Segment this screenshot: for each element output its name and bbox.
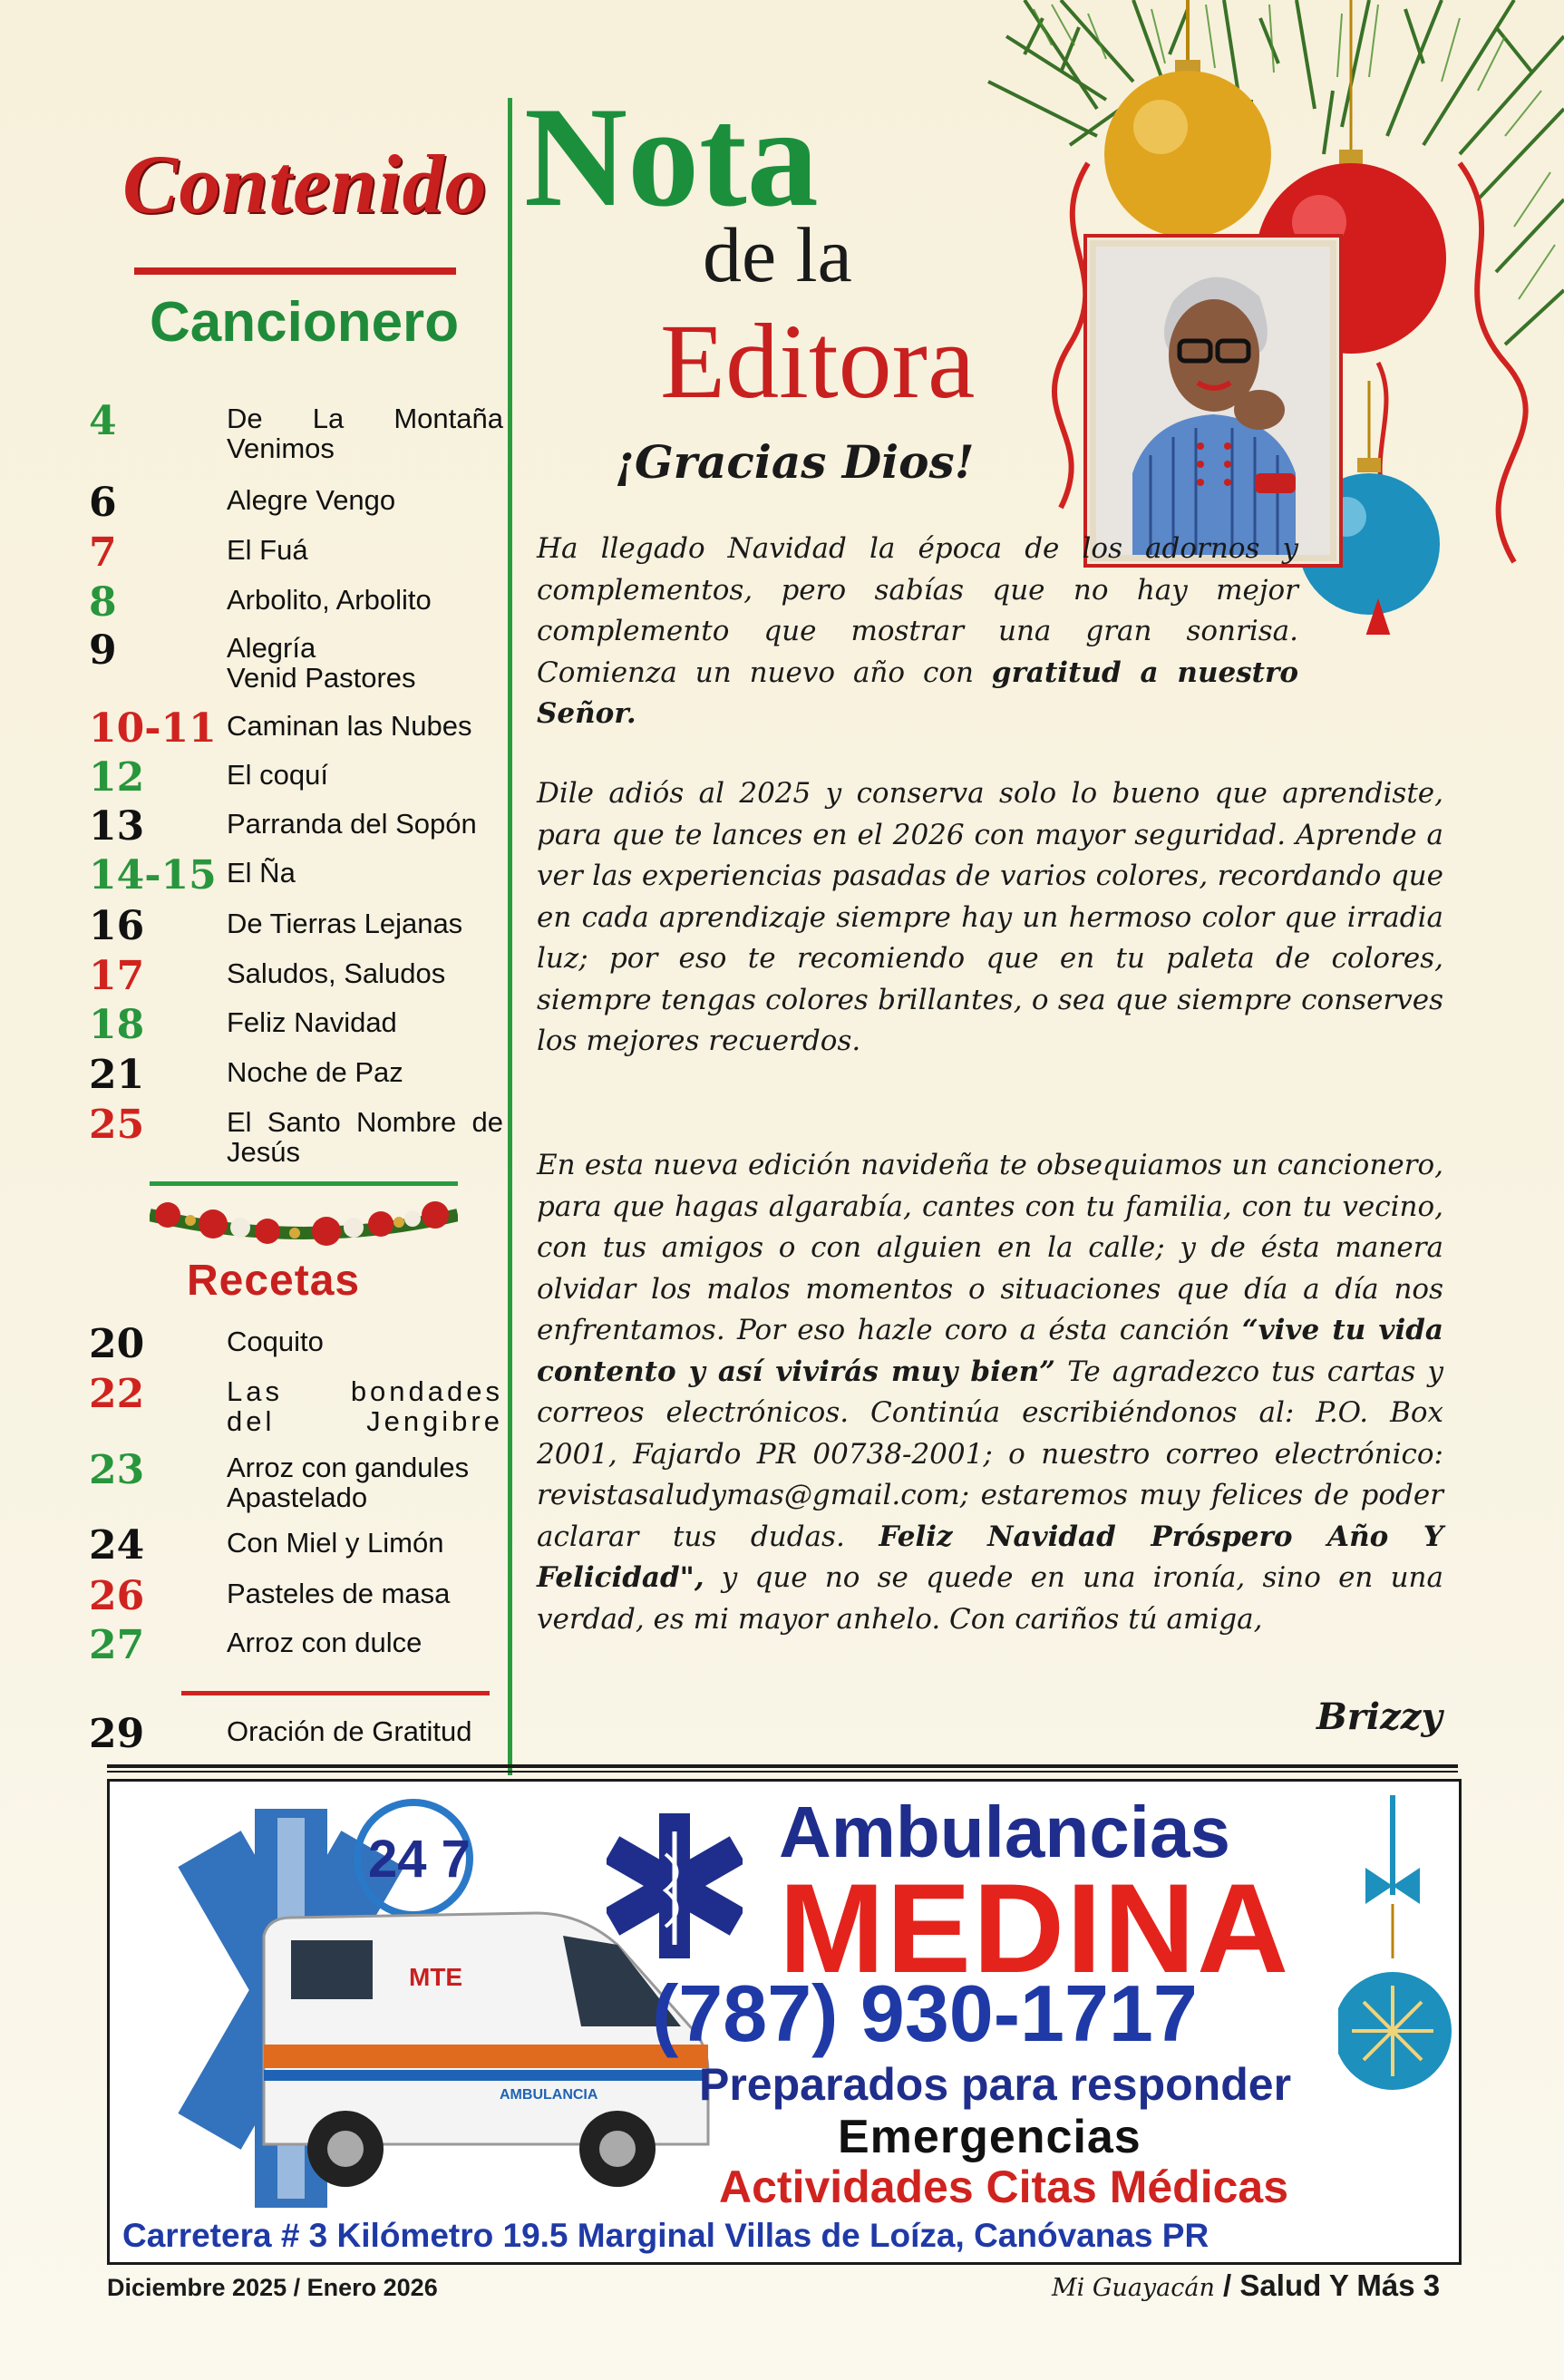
recetas-heading: Recetas — [187, 1257, 361, 1305]
song-title: Saludos, Saludos — [227, 957, 446, 989]
page-number: 7 — [89, 529, 117, 576]
editor-signature: Brizzy — [1316, 1695, 1443, 1738]
paragraph-2-text: Dile adiós al 2025 y conserva solo lo bueno que aprendiste, para que te lances en el 2026 con mayor seguridad. Aprende a ver las experiencias pasadas de varios colores, recordando que en cada aprendizaje siempre hay un hermoso color que irradia luz; por eso te recomiendo que en tu paleta de colores, siempre tengas colores brillantes, o sea que siempre conserves los mejores recuerdos. — [537, 777, 1443, 1057]
song-title: Alegre Vengo — [227, 484, 396, 516]
song-title: El Fuá — [227, 534, 308, 566]
recipe-title: Coquito — [227, 1326, 324, 1357]
item-title: Oración de Gratitud — [227, 1715, 472, 1747]
page-number: 26 — [89, 1573, 145, 1619]
page-number: 4 — [89, 398, 117, 444]
van-brand: MTE — [409, 1963, 463, 1991]
recipe-title: Pasteles de masa — [227, 1578, 451, 1609]
editor-portrait-image — [1096, 247, 1330, 555]
star-of-life-icon — [607, 1809, 743, 1963]
contenido-title: Contenido — [122, 138, 488, 230]
column-divider — [508, 98, 512, 1775]
nota-title-editora: Editora — [660, 302, 976, 421]
page-number: 9 — [89, 627, 117, 674]
badge-24-7: 24 7 — [368, 1830, 471, 1889]
paragraph-3 — [537, 1145, 1443, 1640]
paragraph-3-text-e: y que no se quede en una ironía, sino en una verdad, es mi mayor anhelo. Con cariños tú amiga, — [537, 1561, 1443, 1636]
paragraph-2 — [537, 773, 1443, 1063]
song-title: El coquí — [227, 759, 329, 791]
ad-line-actividades: Actividades Citas Médicas — [719, 2161, 1289, 2212]
song-title-line2: Venid Pastores — [227, 662, 416, 694]
page-number: 14-15 — [89, 852, 217, 899]
song-title: Caminan las Nubes — [227, 710, 472, 742]
page-number: 21 — [89, 1052, 145, 1098]
page-number: 27 — [89, 1622, 145, 1668]
page-number: 29 — [89, 1711, 145, 1757]
footer-magazine-page: Salud Y Más 3 — [1239, 2268, 1441, 2302]
song-title: El Santo Nombre de Jesús — [227, 1106, 503, 1168]
ad-top-rule — [107, 1764, 1458, 1768]
van-side-label: AMBULANCIA — [500, 2087, 598, 2103]
song-title: El Ña — [227, 857, 296, 889]
paragraph-3-text-a: En esta nueva edición navideña te obsequiamos un cancionero, para que hagas algarabía, cantes con tu familia, con tu vecino, con tus amigos o con alguien en la calle; y de ésta manera olvidar los malos momentos o situaciones que día a día nos enfrentamos. Por eso hazle coro a ésta canción — [537, 1149, 1443, 1346]
editor-photo — [1083, 234, 1343, 568]
recipe-title-line2: Apastelado — [227, 1481, 368, 1513]
ambulancias-medina-ad[interactable] — [107, 1779, 1462, 2265]
nota-title-word: Nota — [524, 78, 819, 237]
page-number: 13 — [89, 803, 145, 850]
red-divider — [181, 1691, 490, 1695]
ad-line-ambulancias: Ambulancias — [779, 1792, 1230, 1872]
page-number: 22 — [89, 1371, 145, 1417]
recipe-title: Las bondades del Jengibre — [227, 1375, 503, 1437]
song-title: De Tierras Lejanas — [227, 908, 463, 939]
paragraph-1-emphasis: gratitud a nuestro Señor. — [537, 656, 1298, 730]
song-title: De La Montaña Venimos — [227, 403, 503, 464]
page-number: 20 — [89, 1321, 145, 1367]
page-number: 17 — [89, 953, 145, 999]
footer-brand-script: Mi Guayacán — [1052, 2274, 1215, 2302]
page-number: 25 — [89, 1102, 145, 1148]
footer-issue-date: Diciembre 2025 / Enero 2026 — [107, 2274, 438, 2301]
recipe-title: Arroz con gandules — [227, 1452, 470, 1483]
nota-title-connector: de la — [703, 211, 852, 298]
blue-ornament-icon — [1338, 1795, 1456, 2122]
ad-phone[interactable]: (787) 930-1717 — [652, 1968, 1198, 2058]
recipe-title: Con Miel y Limón — [227, 1527, 444, 1559]
ad-top-rule-thin — [107, 1771, 1458, 1773]
ad-line-emergencias: Emergencias — [838, 2111, 1141, 2163]
ad-address: Carretera # 3 Kilómetro 19.5 Marginal Villas de Loíza, Canóvanas PR — [122, 2217, 1209, 2254]
page-number: 8 — [89, 579, 117, 626]
page-number: 18 — [89, 1002, 145, 1048]
song-title: Feliz Navidad — [227, 1006, 397, 1038]
garland-divider — [150, 1181, 458, 1186]
song-title: Arbolito, Arbolito — [227, 584, 432, 616]
poinsettia-garland-decoration — [150, 1188, 458, 1260]
song-quote: “vive tu vida contento y así vivirás muy bien” — [537, 1314, 1444, 1388]
cancionero-heading: Cancionero — [150, 291, 460, 354]
footer-slash: / — [1214, 2268, 1240, 2302]
song-title: Alegría — [227, 632, 316, 664]
page-number: 23 — [89, 1447, 145, 1493]
page-number: 12 — [89, 754, 145, 801]
page-number: 16 — [89, 903, 145, 949]
ad-line-preparados: Preparados para responder — [699, 2059, 1292, 2110]
contenido-underline — [134, 267, 456, 275]
ad-line-medina: MEDINA — [779, 1857, 1291, 1999]
paragraph-1-text: Ha llegado Navidad la época de los adornos y complementos, pero sabías que no hay mejor complemento que mostrar una gran sonrisa. Comienza un nuevo año con — [537, 532, 1298, 689]
paragraph-3-text-c: Te agradezco tus cartas y correos electrónicos. Continúa escribiéndonos al: P.O. Box 2001, Fajardo PR 00738-2001; o nuestro correo electrónico: revistasaludymas@gmail.com; estaremos muy felices de poder aclarar tus dudas. — [537, 1355, 1444, 1553]
page-number: 24 — [89, 1522, 145, 1569]
page-number: 6 — [89, 480, 117, 526]
paragraph-1 — [537, 529, 1298, 735]
song-title: Noche de Paz — [227, 1056, 403, 1088]
greeting-heading: ¡Gracias Dios! — [615, 435, 975, 489]
page-number: 10-11 — [89, 705, 217, 752]
footer-publication — [1052, 2268, 1440, 2303]
holiday-greeting: Feliz Navidad Próspero Año Y Felicidad", — [537, 1520, 1443, 1594]
recipe-title: Arroz con dulce — [227, 1627, 423, 1658]
song-title: Parranda del Sopón — [227, 808, 477, 840]
